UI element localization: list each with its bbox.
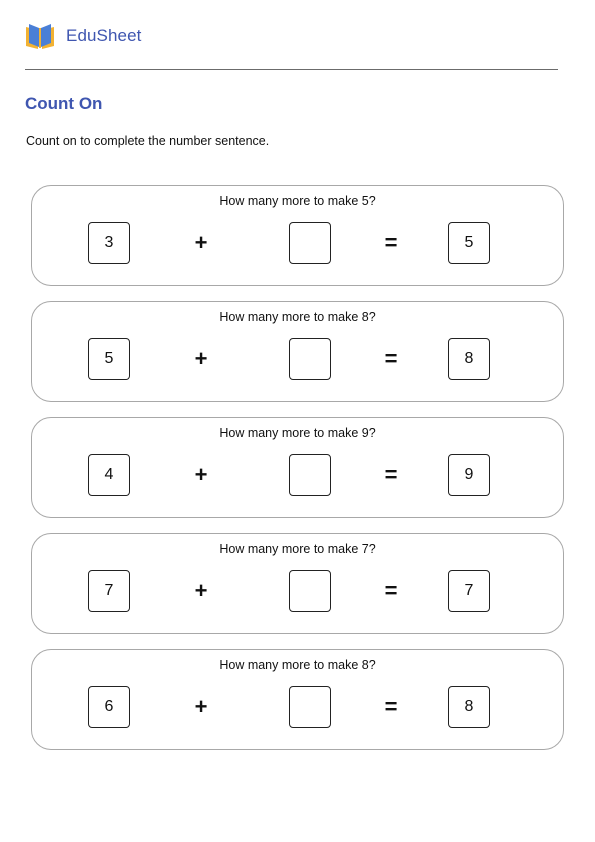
header xyxy=(24,20,141,52)
answer-blank-box[interactable] xyxy=(289,686,331,728)
addend-box: 5 xyxy=(88,338,130,380)
problem-question: How many more to make 5? xyxy=(219,194,376,208)
problem-question: How many more to make 8? xyxy=(219,658,376,672)
header-divider xyxy=(25,69,558,70)
answer-blank-box[interactable] xyxy=(289,222,331,264)
worksheet-title: Count On xyxy=(25,94,103,113)
answer-blank-box[interactable] xyxy=(289,454,331,496)
open-book-icon xyxy=(24,20,56,52)
equals-sign: = xyxy=(384,578,398,603)
answer-blank-box[interactable] xyxy=(289,570,331,612)
plus-sign: + xyxy=(194,346,208,371)
plus-sign: + xyxy=(194,694,208,719)
problem-question: How many more to make 9? xyxy=(219,426,376,440)
problem-card xyxy=(31,185,564,286)
equals-sign: = xyxy=(384,230,398,255)
problem-question: How many more to make 8? xyxy=(219,310,376,324)
problem-card xyxy=(31,533,564,634)
addend-box: 4 xyxy=(88,454,130,496)
problem-question: How many more to make 7? xyxy=(219,542,376,556)
problem-card xyxy=(31,649,564,750)
equals-sign: = xyxy=(384,346,398,371)
addend-box: 3 xyxy=(88,222,130,264)
equals-sign: = xyxy=(384,694,398,719)
total-box: 9 xyxy=(448,454,490,496)
total-box: 8 xyxy=(448,338,490,380)
total-box: 5 xyxy=(448,222,490,264)
brand-name: EduSheet xyxy=(66,26,142,45)
problem-card xyxy=(31,417,564,518)
plus-sign: + xyxy=(194,578,208,603)
addend-box: 7 xyxy=(88,570,130,612)
worksheet-instructions: Count on to complete the number sentence. xyxy=(26,134,270,148)
problem-list xyxy=(31,185,564,765)
total-box: 8 xyxy=(448,686,490,728)
plus-sign: + xyxy=(194,230,208,255)
problem-card xyxy=(31,301,564,402)
total-box: 7 xyxy=(448,570,490,612)
addend-box: 6 xyxy=(88,686,130,728)
plus-sign: + xyxy=(194,462,208,487)
equals-sign: = xyxy=(384,462,398,487)
answer-blank-box[interactable] xyxy=(289,338,331,380)
